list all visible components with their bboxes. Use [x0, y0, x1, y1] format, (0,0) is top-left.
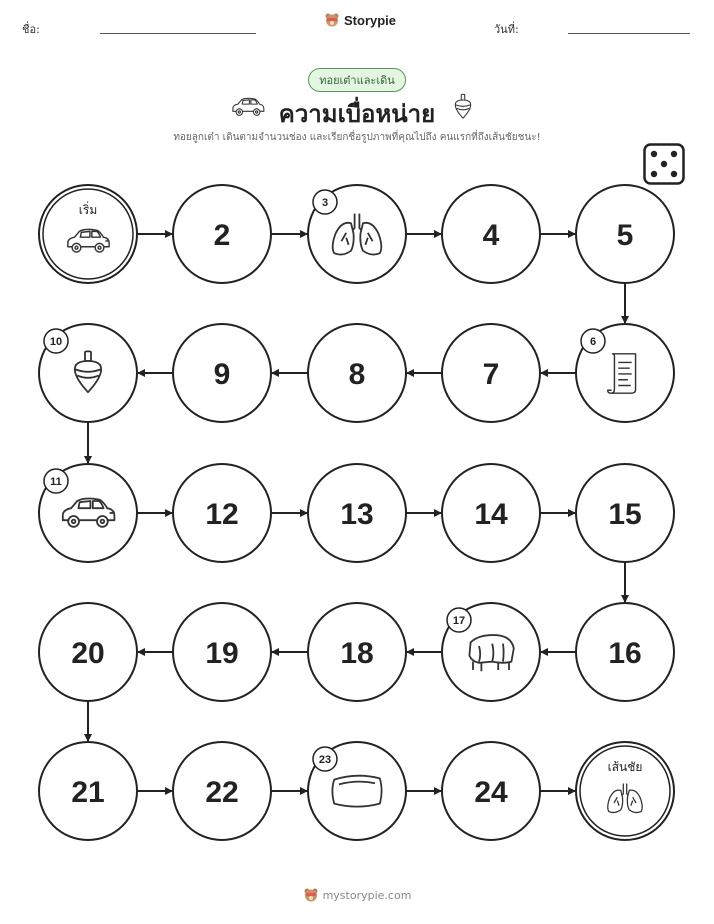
board-cell-20[interactable] — [39, 603, 137, 701]
name-label: ชื่อ: — [22, 23, 40, 36]
cell-number: 21 — [71, 776, 105, 809]
board-cell-8[interactable] — [308, 324, 406, 422]
footer — [0, 887, 714, 903]
cell-number: 8 — [348, 358, 366, 391]
board-cell-22[interactable] — [173, 742, 271, 840]
cell-number: 13 — [340, 498, 374, 531]
board-cell-18[interactable] — [308, 603, 406, 701]
cell-circle — [576, 742, 674, 840]
bear-logo-icon — [303, 887, 319, 903]
board-cell-11[interactable] — [39, 464, 137, 562]
cell-number: 5 — [616, 219, 634, 252]
board-cell-6[interactable] — [576, 324, 674, 422]
cell-number: 20 — [71, 637, 105, 670]
board-cell-14[interactable] — [442, 464, 540, 562]
board-cell-3[interactable] — [308, 185, 406, 283]
number-badge-label: 23 — [318, 754, 332, 766]
cell-number: 7 — [482, 358, 500, 391]
game-type-badge: ทอยเต๋าและเดิน — [308, 68, 406, 92]
board-cell-2[interactable] — [173, 185, 271, 283]
cell-number: 2 — [213, 219, 231, 252]
board-cell-17[interactable] — [442, 603, 540, 701]
cell-number: 9 — [213, 358, 231, 391]
number-badge-label: 6 — [589, 336, 597, 348]
board-cell-10[interactable] — [39, 324, 137, 422]
board-cell-19[interactable] — [173, 603, 271, 701]
footer-url[interactable]: mystorypie.com — [322, 888, 412, 902]
board-cell-24[interactable] — [442, 742, 540, 840]
board-cell-7[interactable] — [442, 324, 540, 422]
cell-number: 4 — [482, 219, 500, 252]
cell-number: 14 — [474, 498, 508, 531]
cell-number: 19 — [205, 637, 239, 670]
board-cell-23[interactable] — [308, 742, 406, 840]
board-cell-16[interactable] — [576, 603, 674, 701]
board-cell-12[interactable] — [173, 464, 271, 562]
board-cell-1[interactable] — [39, 185, 137, 283]
number-badge-label: 3 — [321, 197, 329, 209]
board-cell-4[interactable] — [442, 185, 540, 283]
cell-number: 12 — [205, 498, 239, 531]
board-cell-21[interactable] — [39, 742, 137, 840]
number-badge-label: 10 — [49, 336, 63, 348]
cell-number: 24 — [474, 776, 508, 809]
pillow-icon — [332, 776, 381, 807]
instructions: ทอยลูกเต๋า เดินตามจำนวนช่อง และเรียกชื่อรูปภาพที่คุณไปถึง คนแรกที่ถึงเส้นชัยชนะ! — [173, 132, 541, 143]
cell-number: 18 — [340, 637, 374, 670]
cell-number: 16 — [608, 637, 642, 670]
cell-number: 22 — [205, 776, 239, 809]
number-badge-label: 11 — [50, 476, 62, 488]
board-cell-9[interactable] — [173, 324, 271, 422]
brand-name: Storypie — [344, 12, 397, 28]
cell-number: 15 — [608, 498, 642, 531]
page-title: ความเบื่อหน่าย — [278, 100, 436, 128]
number-badge-label: 17 — [452, 615, 466, 627]
date-label: วันที่: — [494, 23, 519, 36]
start-label: เริ่ม — [78, 203, 98, 217]
board-cell-15[interactable] — [576, 464, 674, 562]
board-cell-25[interactable] — [576, 742, 674, 840]
finish-label: เส้นชัย — [607, 760, 643, 774]
board-cell-5[interactable] — [576, 185, 674, 283]
board-cell-13[interactable] — [308, 464, 406, 562]
